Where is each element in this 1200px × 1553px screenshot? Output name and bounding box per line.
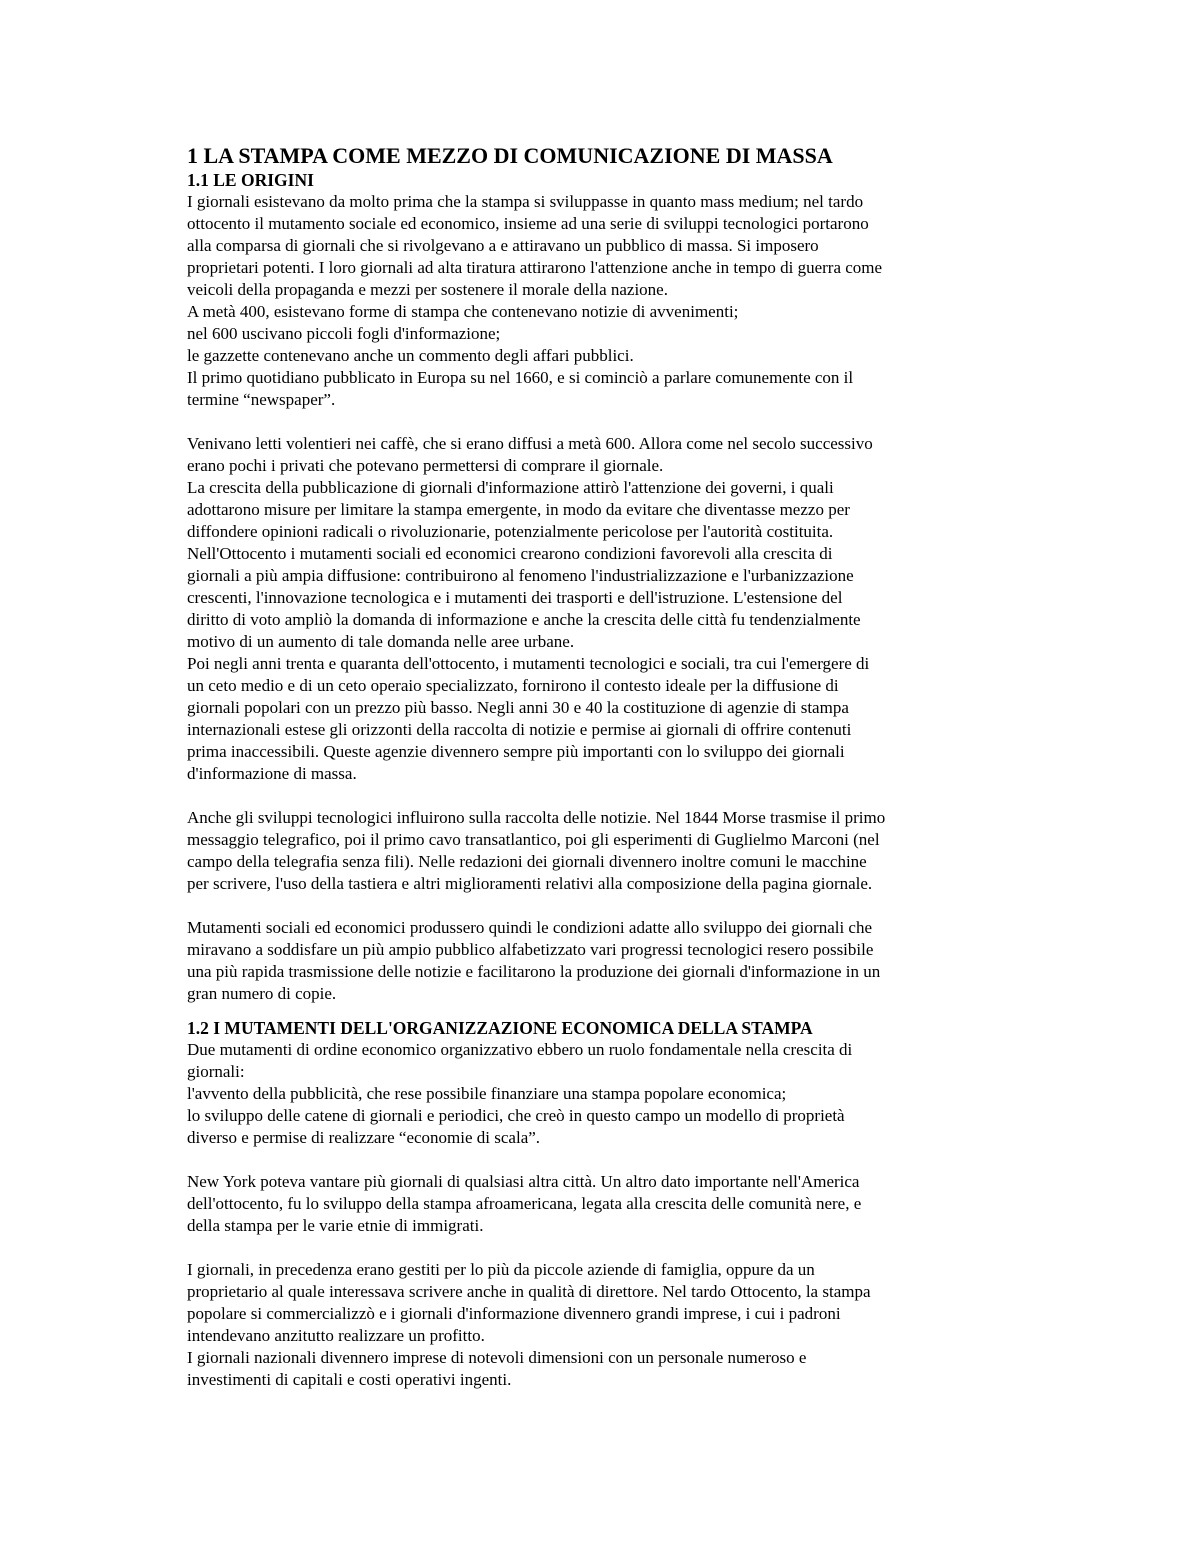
text-line: motivo di un aumento di tale domanda nelle aree urbane.: [187, 632, 575, 651]
text-line: intendevano anzitutto realizzare un profitto.: [187, 1326, 485, 1345]
text-line: Mutamenti sociali ed economici produssero quindi le condizioni adatte allo sviluppo dei giornali che: [187, 918, 873, 937]
text-line: adottarono misure per limitare la stampa emergente, in modo da evitare che diventasse mezzo per: [187, 500, 850, 519]
text-line: campo della telegrafia senza fili). Nelle redazioni dei giornali divennero inoltre comuni le macchine: [187, 852, 867, 871]
blank-line: [187, 1237, 1037, 1259]
text-line: alla comparsa di giornali che si rivolgevano a e attiravano un pubblico di massa. Si imposero: [187, 236, 819, 255]
text-line: popolare si commercializzò e i giornali d'informazione divennero grandi imprese, i cui i padroni: [187, 1304, 841, 1323]
text-line: Venivano letti volentieri nei caffè, che si erano diffusi a metà 600. Allora come nel secolo successivo: [187, 434, 873, 453]
text-line: diritto di voto ampliò la domanda di informazione e anche la crescita delle città fu tendenzialmente: [187, 610, 861, 629]
text-line: miravano a soddisfare un più ampio pubblico alfabetizzato vari progressi tecnologici resero possibile: [187, 940, 874, 959]
text-line: I giornali, in precedenza erano gestiti per lo più da piccole aziende di famiglia, oppure da un: [187, 1260, 815, 1279]
text-line: Due mutamenti di ordine economico organizzativo ebbero un ruolo fondamentale nella crescita di: [187, 1040, 853, 1059]
text-line: New York poteva vantare più giornali di qualsiasi altra città. Un altro dato importante nell'America: [187, 1172, 860, 1191]
text-line: diffondere opinioni radicali o rivoluzionarie, potenzialmente pericolose per l'autorità costituita.: [187, 522, 834, 541]
section-heading-1-1: 1.1 LE ORIGINI: [187, 170, 314, 190]
text-line: proprietari potenti. I loro giornali ad alta tiratura attirarono l'attenzione anche in tempo di guerra come: [187, 258, 883, 277]
text-line: veicoli della propaganda e mezzi per sostenere il morale della nazione.: [187, 280, 668, 299]
text-line: prima inaccessibili. Queste agenzie divennero sempre più importanti con lo sviluppo dei giornali: [187, 742, 845, 761]
text-line: le gazzette contenevano anche un commento degli affari pubblici.: [187, 346, 634, 365]
text-line: gran numero di copie.: [187, 984, 337, 1003]
text-line: Poi negli anni trenta e quaranta dell'ottocento, i mutamenti tecnologici e sociali, tra cui l'emergere di: [187, 654, 870, 673]
blank-line: [187, 785, 1037, 807]
text-line: della stampa per le varie etnie di immigrati.: [187, 1216, 484, 1235]
section-heading-1-2: 1.2 I MUTAMENTI DELL'ORGANIZZAZIONE ECONOMICA DELLA STAMPA: [187, 1018, 813, 1038]
text-line: termine “newspaper”.: [187, 390, 336, 409]
text-line: internazionali estese gli orizzonti della raccolta di notizie e permise ai giornali di offrire contenuti: [187, 720, 852, 739]
text-line: giornali:: [187, 1062, 245, 1081]
blank-line: [187, 1149, 1037, 1171]
text-line: giornali popolari con un prezzo più basso. Negli anni 30 e 40 la costituzione di agenzie di stampa: [187, 698, 849, 717]
text-line: Il primo quotidiano pubblicato in Europa su nel 1660, e si cominciò a parlare comunemente con il: [187, 368, 854, 387]
text-line: nel 600 uscivano piccoli fogli d'informazione;: [187, 324, 501, 343]
text-line: una più rapida trasmissione delle notizie e facilitarono la produzione dei giornali d'informazione in un: [187, 962, 881, 981]
section-body-1-2: [187, 1039, 1037, 1391]
text-line: La crescita della pubblicazione di giornali d'informazione attirò l'attenzione dei governi, i quali: [187, 478, 834, 497]
text-line: A metà 400, esistevano forme di stampa che contenevano notizie di avvenimenti;: [187, 302, 739, 321]
document-title: 1 LA STAMPA COME MEZZO DI COMUNICAZIONE DI MASSA: [187, 143, 833, 168]
text-line: I giornali nazionali divennero imprese di notevoli dimensioni con un personale numeroso e: [187, 1348, 807, 1367]
text-line: investimenti di capitali e costi operativi ingenti.: [187, 1370, 512, 1389]
text-line: crescenti, l'innovazione tecnologica e i mutamenti dei trasporti e dell'istruzione. L'estensione del: [187, 588, 843, 607]
text-line: Nell'Ottocento i mutamenti sociali ed economici crearono condizioni favorevoli alla crescita di: [187, 544, 833, 563]
section-body-1-1: [187, 191, 1037, 1005]
text-line: lo sviluppo delle catene di giornali e periodici, che creò in questo campo un modello di proprietà: [187, 1106, 845, 1125]
blank-line: [187, 895, 1037, 917]
text-line: I giornali esistevano da molto prima che la stampa si sviluppasse in quanto mass medium; nel tardo: [187, 192, 864, 211]
text-line: un ceto medio e di un ceto operaio specializzato, fornirono il contesto ideale per la diffusione di: [187, 676, 839, 695]
document-page: [187, 143, 1037, 1391]
text-line: ottocento il mutamento sociale ed economico, insieme ad una serie di sviluppi tecnologici portarono: [187, 214, 869, 233]
text-line: Anche gli sviluppi tecnologici influirono sulla raccolta delle notizie. Nel 1844 Morse trasmise il primo: [187, 808, 886, 827]
text-line: proprietario al quale interessava scrivere anche in qualità di direttore. Nel tardo Ottocento, la stampa: [187, 1282, 871, 1301]
text-line: diverso e permise di realizzare “economie di scala”.: [187, 1128, 541, 1147]
blank-line: [187, 411, 1037, 433]
text-line: dell'ottocento, fu lo sviluppo della stampa afroamericana, legata alla crescita delle comunità nere, e: [187, 1194, 862, 1213]
text-line: d'informazione di massa.: [187, 764, 357, 783]
text-line: messaggio telegrafico, poi il primo cavo transatlantico, poi gli esperimenti di Guglielmo Marconi (nel: [187, 830, 880, 849]
text-line: giornali a più ampia diffusione: contribuirono al fenomeno l'industrializzazione e l'urbanizzazione: [187, 566, 854, 585]
text-line: per scrivere, l'uso della tastiera e altri miglioramenti relativi alla composizione della pagina giornale.: [187, 874, 873, 893]
text-line: erano pochi i privati che potevano permettersi di comprare il giornale.: [187, 456, 664, 475]
text-line: l'avvento della pubblicità, che rese possibile finanziare una stampa popolare economica;: [187, 1084, 787, 1103]
